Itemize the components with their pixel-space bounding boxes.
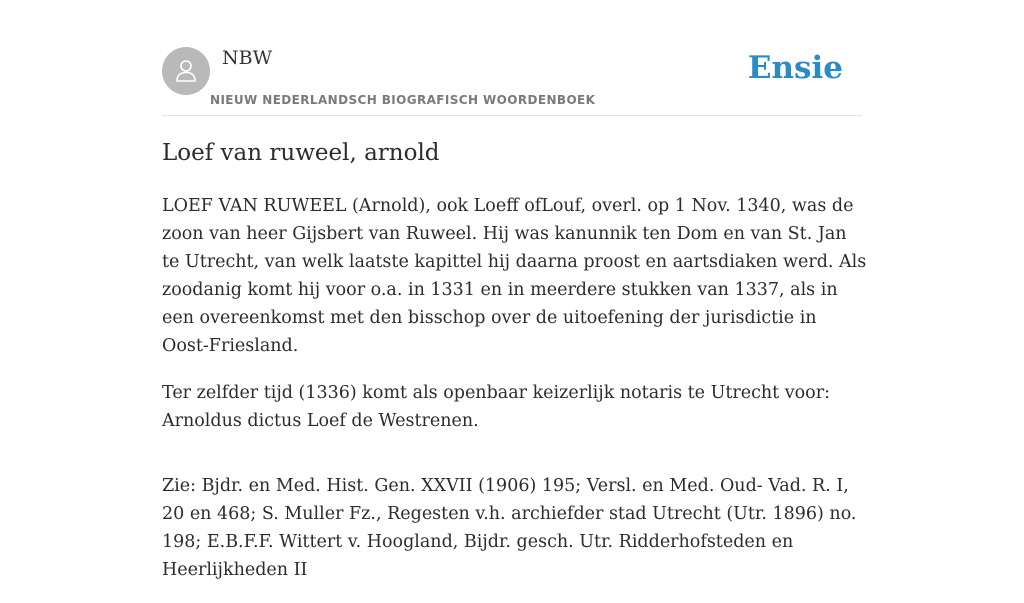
article-title: Loef van ruweel, arnold [162,140,440,166]
article-paragraph: Ter zelfder tijd (1336) komt als openbaar keizerlijk notaris te Utrecht voor: Arnoldus dictus Loef de Westrenen. [162,383,830,431]
source-header [162,0,862,116]
user-icon [172,57,200,85]
source-name[interactable]: NBW [222,47,273,69]
page [162,0,867,580]
article-paragraph: LOEF VAN RUWEEL (Arnold), ook Loeff ofLouf, overl. op 1 Nov. 1340, was de zoon van heer Gijsbert van Ruweel. Hij was kanunnik ten Dom en van St. Jan te Utrecht, van welk laatste kapittel hij daarna proost en aartsdiaken werd. Als zoodanig komt hij voor o.a. in 1331 en in meerdere stukken van 1337, als in een overeenkomst met den bisschop over de uitoefening der jurisdictie in Oost-Friesland. [162,196,867,356]
article-references: Zie: Bjdr. en Med. Hist. Gen. XXVII (1906) 195; Versl. en Med. Oud- Vad. R. I, 20 en 468; S. Muller Fz., Regesten v.h. archiefder stad Utrecht (Utr. 1896) no. 198; E.B.F.F. Wittert v. Hoogland, Bijdr. gesch. Utr. Ridderhofsteden en Heerlijkheden II [162,476,857,580]
source-avatar[interactable] [162,47,210,95]
article-body [162,192,867,603]
ensie-logo-link[interactable]: Ensie [747,50,843,86]
source-subtitle: NIEUW NEDERLANDSCH BIOGRAFISCH WOORDENBOEK [210,93,596,107]
